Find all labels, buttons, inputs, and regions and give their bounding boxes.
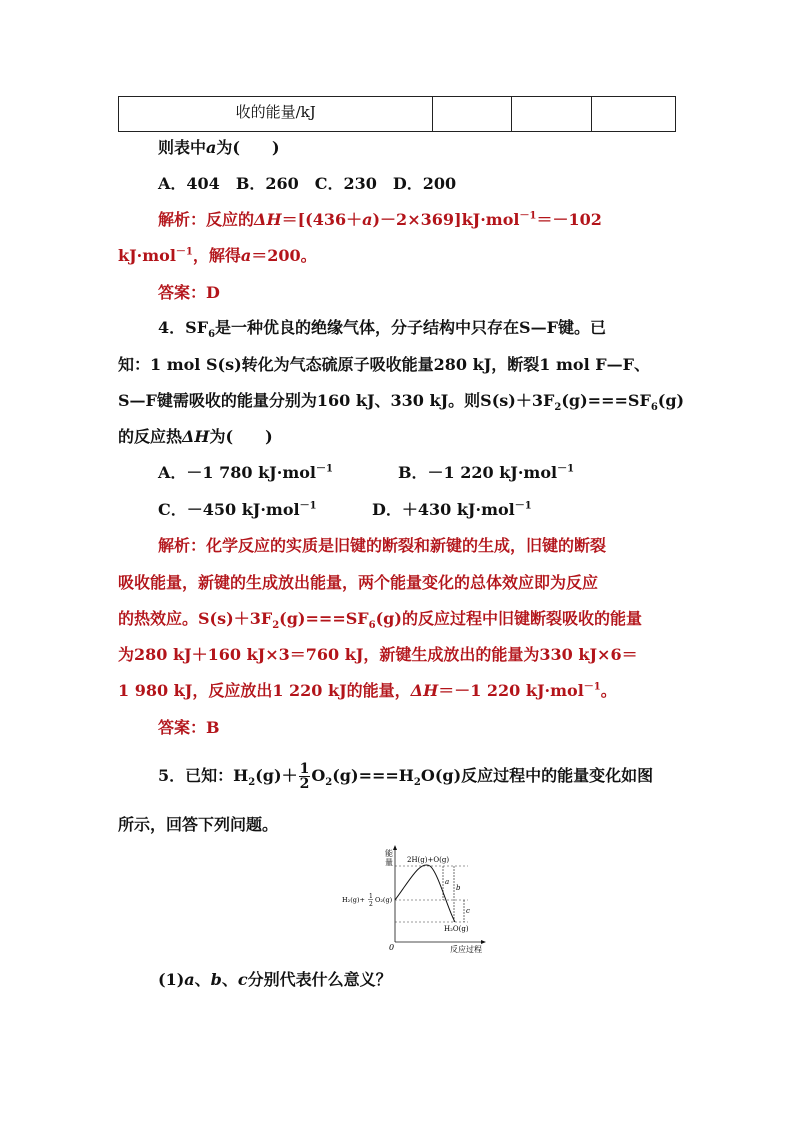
text-span: ΔH — [410, 681, 439, 700]
text-span: D．＋430 kJ·mol — [372, 500, 515, 519]
q4-explanation-line2: 吸收能量，新键的生成放出能量，两个能量变化的总体效应即为反应 — [118, 573, 599, 592]
subscript: 6 — [650, 402, 658, 414]
text-span: C．－450 kJ·mol — [158, 500, 300, 519]
text-span: ΔH — [182, 427, 210, 446]
reactant-label-right: O₂(g) — [375, 896, 393, 904]
q4-line1 — [158, 318, 718, 341]
q4-line3 — [118, 391, 685, 414]
table-cell-label: 收的能量/kJ — [119, 97, 433, 132]
subscript: 6 — [368, 620, 376, 632]
superscript: －1 — [519, 210, 537, 222]
text-span: 5．已知：H — [158, 766, 249, 785]
y-axis-label-1: 能 — [385, 849, 393, 858]
product-label: H₂O(g) — [444, 925, 469, 933]
text-span: c — [237, 970, 248, 989]
superscript: －1 — [514, 500, 532, 512]
q4-explanation-line3 — [118, 609, 678, 632]
text-span: kJ·mol — [118, 246, 176, 265]
text-span: (g)===SF — [561, 391, 651, 410]
text-span: (g)===H — [332, 766, 414, 785]
text-span: b — [210, 970, 222, 989]
y-axis-arrow — [393, 845, 397, 850]
subscript: 2 — [248, 777, 256, 789]
q3-stem — [158, 138, 718, 158]
subscript: 2 — [554, 402, 562, 414]
y-axis-label-2: 量 — [385, 858, 393, 867]
text-span: (1) — [158, 970, 185, 989]
q4-line2: 知：1 mol S(s)转化为气态硫原子吸收能量280 kJ，断裂1 mol F—F、 — [118, 355, 650, 374]
label-c: c — [466, 907, 470, 915]
superscript: －1 — [299, 500, 317, 512]
text-span: ΔH — [254, 210, 282, 229]
text-span: ：化学反应的实质是旧键的断裂和新键的生成，旧键的断裂 — [190, 536, 607, 555]
superscript: －1 — [316, 463, 333, 475]
text-span: 、 — [194, 970, 211, 989]
q4-answer: 答案：B — [158, 718, 220, 737]
text-span: 1 980 kJ，反应放出1 220 kJ的能量， — [118, 681, 411, 700]
text-span: S—F键需吸收的能量分别为160 kJ、330 kJ。则S(s)＋3F — [118, 391, 555, 410]
text-span: ：反应的 — [190, 210, 255, 229]
text-span: ＝[(436＋ — [281, 210, 363, 229]
reactant-label-left: H₂(g)+ — [342, 896, 365, 904]
energy-table — [118, 96, 676, 132]
text-span: ＝200。 — [251, 246, 317, 265]
text-span: 的反应热 — [118, 427, 183, 446]
fraction-one-half — [299, 762, 311, 791]
superscript: －1 — [557, 463, 575, 475]
text-span: O(g)反应过程中的能量变化如图 — [420, 766, 654, 785]
text-span: 的热效应。S(s)＋3F — [118, 609, 273, 628]
text-span: 为( ) — [209, 427, 273, 446]
q3-explanation-line2 — [118, 246, 678, 266]
text-span: 分别代表什么意义？ — [247, 970, 392, 989]
q3-options: A．404 B．260 C．230 D．200 — [158, 174, 457, 193]
fraction-numerator: 1 — [299, 761, 310, 777]
text-span: A．－1 780 kJ·mol — [158, 463, 316, 482]
q4-explanation-line1 — [158, 536, 718, 556]
text-span: (g)===SF — [279, 609, 369, 628]
fraction-denominator: 2 — [299, 776, 310, 792]
x-axis-arrow — [481, 940, 486, 944]
table-row — [119, 97, 676, 132]
q3-var-a: a — [206, 138, 217, 157]
q3-stem-tail: 为( ) — [216, 138, 280, 157]
label-a: a — [445, 878, 450, 886]
origin-label: 0 — [389, 943, 395, 952]
subscript: 2 — [272, 620, 280, 632]
reactant-frac-den: 2 — [369, 901, 373, 908]
q4-explanation-line4: 为280 kJ＋160 kJ×3＝760 kJ，新键生成放出的能量为330 kJ×6＝ — [118, 645, 638, 664]
q5-line2: 所示，回答下列问题。 — [118, 815, 279, 834]
text-span: )－2×369]kJ·mol — [372, 210, 520, 229]
text-span: a — [240, 246, 252, 265]
q5-subquestion-1 — [158, 970, 718, 990]
q3-stem-text: 则表中 — [158, 138, 207, 157]
energy-diagram — [340, 840, 490, 958]
table-cell — [511, 97, 591, 132]
q4-line4 — [118, 427, 678, 447]
top-state-label: 2H(g)+O(g) — [407, 856, 450, 864]
text-span: (g)的反应过程中旧键断裂吸收的能量 — [375, 609, 642, 628]
text-span: 是一种优良的绝缘气体，分子结构中只存在S—F键。已 — [215, 318, 606, 337]
x-axis-label: 反应过程 — [450, 945, 482, 954]
text-span: 、 — [221, 970, 238, 989]
text-span: (g) — [657, 391, 685, 410]
label-b: b — [456, 884, 461, 892]
text-span: ＝－1 220 kJ·mol — [438, 681, 584, 700]
q4-option-b — [398, 463, 794, 483]
text-span: (g)＋ — [255, 766, 298, 785]
q4-option-d — [372, 500, 794, 520]
text-span: a — [184, 970, 195, 989]
subscript: 6 — [208, 329, 216, 341]
superscript: －1 — [175, 246, 193, 258]
explanation-label: 解析 — [158, 210, 191, 229]
q3-answer: 答案：D — [158, 283, 220, 302]
subscript: 2 — [413, 777, 421, 789]
text-span: ＝－102 — [536, 210, 602, 229]
q3-explanation-line1 — [158, 210, 718, 230]
q5-line1 — [158, 762, 718, 791]
text-span: O — [311, 766, 326, 785]
reaction-curve — [395, 865, 455, 922]
q4-explanation-line5 — [118, 681, 678, 701]
subscript: 2 — [325, 777, 333, 789]
table-cell — [433, 97, 511, 132]
text-span: B．－1 220 kJ·mol — [398, 463, 558, 482]
superscript: －1 — [583, 681, 601, 693]
reactant-frac-num: 1 — [369, 893, 373, 900]
text-span: 4．SF — [158, 318, 209, 337]
explanation-label: 解析 — [158, 536, 191, 555]
text-span: 。 — [600, 681, 617, 700]
text-span: ，解得 — [192, 246, 241, 265]
table-cell — [591, 97, 675, 132]
text-span: a — [362, 210, 373, 229]
